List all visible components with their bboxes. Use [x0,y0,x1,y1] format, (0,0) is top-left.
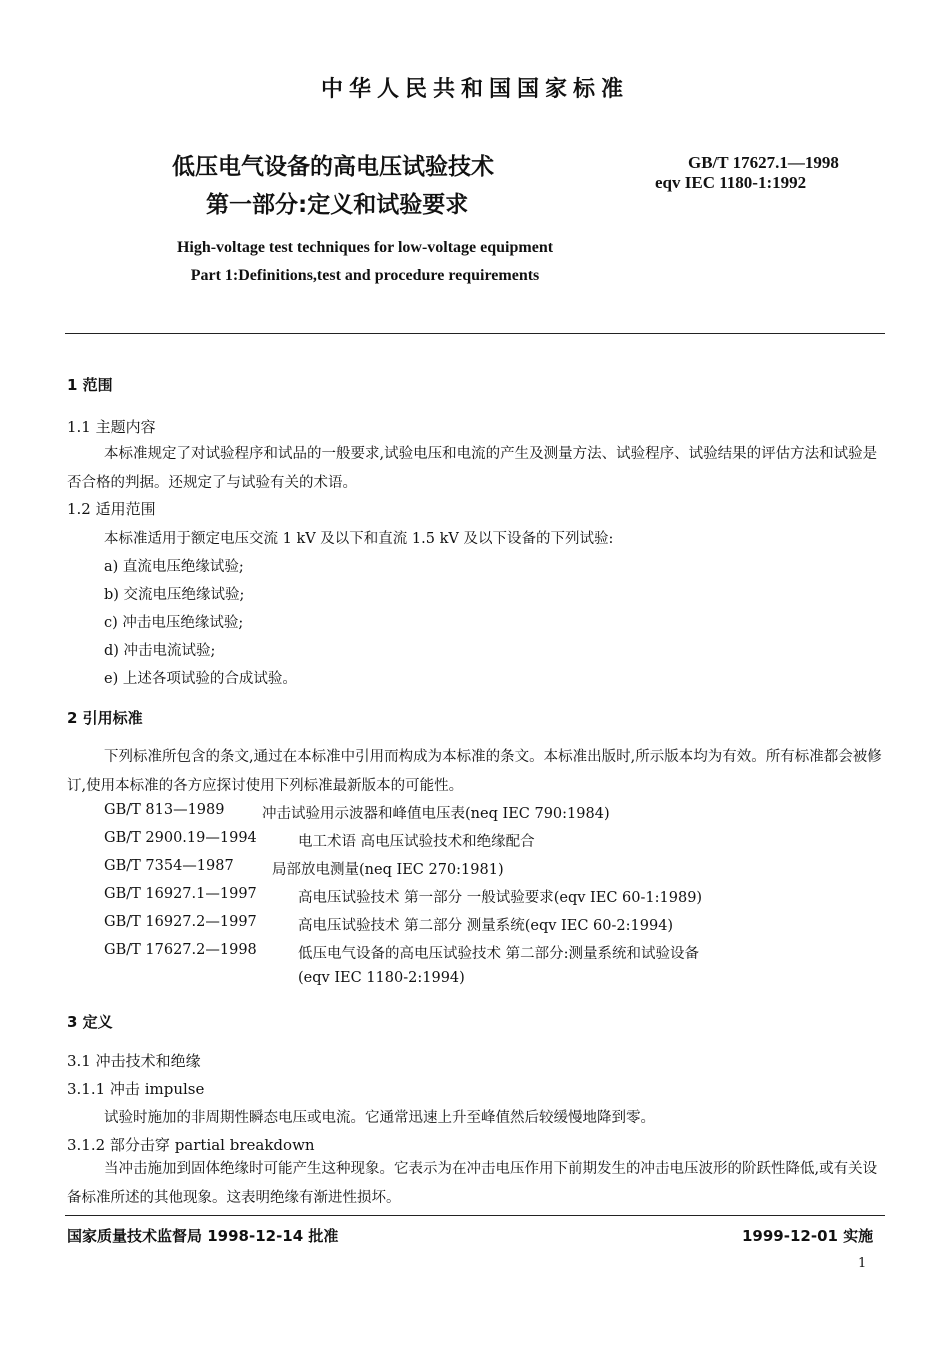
ref-code: GB/T 7354—1987 [104,858,234,874]
list-item: b) 交流电压绝缘试验; [104,587,245,603]
ref-code: GB/T 17627.2—1998 [104,942,257,958]
title-cn-line1: 低压电气设备的高电压试验技术 [172,154,494,180]
approval-date: 国家质量技术监督局 1998-12-14 批准 [67,1227,339,1245]
section-3-1-heading: 3.1 冲击技术和绝缘 [67,1052,201,1070]
list-item: e) 上述各项试验的合成试验。 [104,671,297,687]
ref-title: 高电压试验技术 第一部分 一般试验要求(eqv IEC 60-1:1989) [298,890,703,906]
ref-code: GB/T 813—1989 [104,802,225,818]
ref-title: 冲击试验用示波器和峰值电压表(neq IEC 790:1984) [262,806,610,822]
section-3-1-1-text: 试验时施加的非周期性瞬态电压或电流。它通常迅速上升至峰值然后较缓慢地降到零。 [104,1110,655,1126]
section-3-heading: 3 定义 [67,1013,113,1031]
section-3-1-2-heading: 3.1.2 部分击穿 partial breakdown [67,1136,315,1154]
national-standard-heading: 中华人民共和国国家标准 [320,77,629,102]
section-1-1-text: 本标准规定了对试验程序和试品的一般要求,试验电压和电流的产生及测量方法、试验程序、试验结果的评估方法和试验是否合格的判据。还规定了与试验有关的术语。 [67,446,878,491]
equivalent-code: eqv IEC 1180-1:1992 [655,173,807,192]
section-2-intro: 下列标准所包含的条文,通过在本标准中引用而构成为本标准的条文。本标准出版时,所示版本均为有效。所有标准都会被修订,使用本标准的各方应探讨使用下列标准最新版本的可能性。 [67,749,882,794]
section-1-2-heading: 1.2 适用范围 [67,500,156,518]
title-en-line2: Part 1:Definitions,test and procedure requirements [190,267,540,284]
section-3-1-2-text: 当冲击施加到固体绝缘时可能产生这种现象。它表示为在冲击电压作用下前期发生的冲击电压波形的阶跃性降低,或有关设备标准所述的其他现象。这表明绝缘有渐进性损坏。 [67,1161,878,1206]
ref-title: 电工术语 高电压试验技术和绝缘配合 [298,834,535,850]
section-1-heading: 1 范围 [67,376,113,394]
title-en-line1: High-voltage test techniques for low-voltage equipment [176,239,554,256]
title-cn-line2: 第一部分:定义和试验要求 [206,192,469,218]
ref-title: 高电压试验技术 第二部分 测量系统(eqv IEC 60-2:1994) [298,918,674,934]
section-3-1-1-heading: 3.1.1 冲击 impulse [67,1080,205,1098]
ref-code: GB/T 16927.2—1997 [104,914,257,930]
header-divider [65,333,885,334]
section-1-2-text: 本标准适用于额定电压交流 1 kV 及以下和直流 1.5 kV 及以下设备的下列试验: [104,531,614,547]
ref-code: GB/T 2900.19—1994 [104,830,257,846]
ref-title: 局部放电测量(neq IEC 270:1981) [272,862,504,878]
list-item: d) 冲击电流试验; [104,643,216,659]
page-number: 1 [858,1256,867,1271]
ref-continuation: (eqv IEC 1180-2:1994) [298,970,465,986]
footer-divider [65,1215,885,1216]
ref-title: 低压电气设备的高电压试验技术 第二部分:测量系统和试验设备 [298,946,699,962]
list-item: a) 直流电压绝缘试验; [104,559,244,575]
list-item: c) 冲击电压绝缘试验; [104,615,244,631]
section-2-heading: 2 引用标准 [67,709,143,727]
implementation-date: 1999-12-01 实施 [742,1227,874,1245]
section-1-1-heading: 1.1 主题内容 [67,418,156,436]
standard-code: GB/T 17627.1—1998 [688,153,839,172]
ref-code: GB/T 16927.1—1997 [104,886,257,902]
